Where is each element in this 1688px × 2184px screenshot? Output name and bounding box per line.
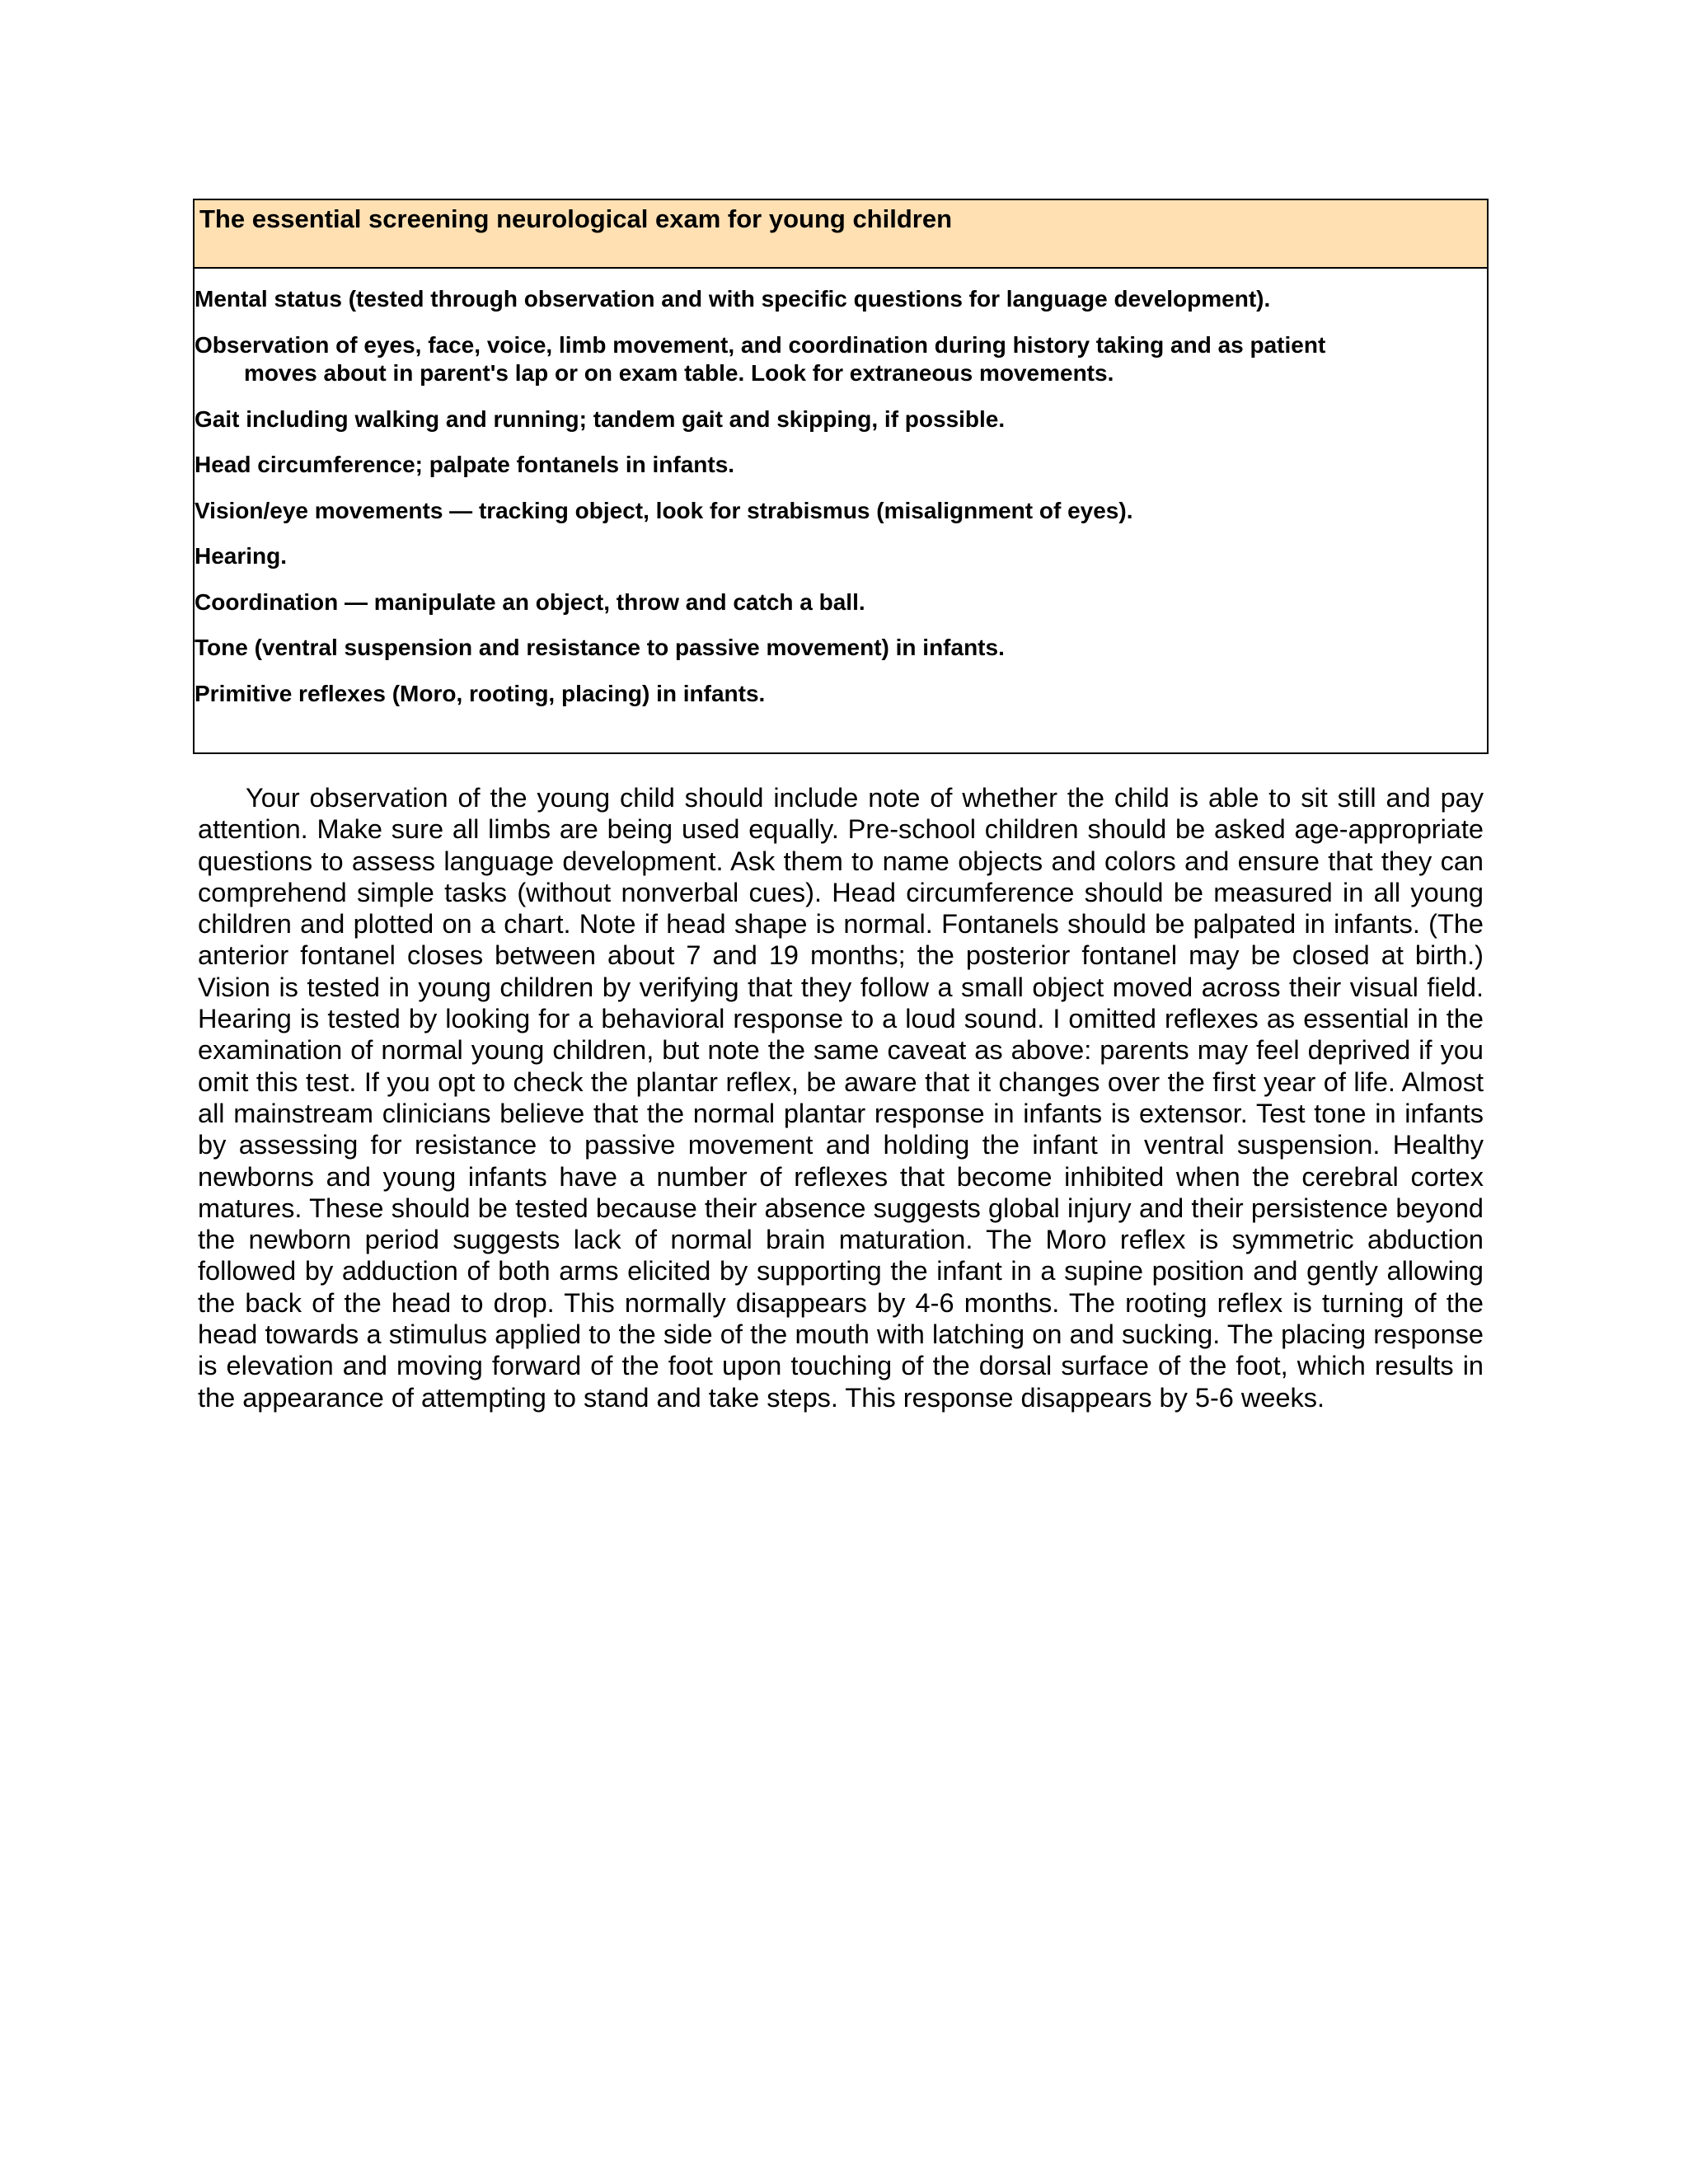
exam-summary-box <box>193 199 1489 754</box>
exam-item-list <box>195 269 1487 708</box>
exam-item: Observation of eyes, face, voice, limb movement, and coordination during history taking and as patient moves about in parent's lap or on exam table. Look for extraneous movements. <box>195 331 1326 386</box>
exam-item: Head circumference; palpate fontanels in infants. <box>195 452 735 477</box>
exam-item: Hearing. <box>195 543 288 569</box>
exam-box-title: The essential screening neurological exam for young children <box>195 200 1487 269</box>
exam-item: Mental status (tested through observation and with specific questions for language development). <box>195 286 1271 312</box>
exam-item: Vision/eye movements — tracking object, look for strabismus (misalignment of eyes). <box>195 497 1133 523</box>
exam-item: Gait including walking and running; tandem gait and skipping, if possible. <box>195 405 1006 432</box>
body-paragraph: Your observation of the young child should include note of whether the child is able to sit still and pay attention. Make sure all limbs are being used equally. Pre-school children should be asked age-appropriate questions to assess language development. Ask them to name objects and colors and ensure that they can comprehend simple tasks (without nonverbal cues). Head circumference should be measured in all young children and plotted on a chart. Note if head shape is normal. Fontanels should be palpated in infants. (The anterior fontanel closes between about 7 and 19 months; the posterior fontanel may be closed at birth.) Vision is tested in young children by verifying that they follow a small object moved across their visual field. Hearing is tested by looking for a behavioral response to a loud sound. I omitted reflexes as essential in the examination of normal young children, but note the same caveat as above: parents may feel deprived if you omit this test. If you opt to check the plantar reflex, be aware that it changes over the first year of life. Almost all mainstream clinicians believe that the normal plantar response in infants is extensor. Test tone in infants by assessing for resistance to passive movement and holding the infant in ventral suspension. Healthy newborns and young infants have a number of reflexes that become inhibited when the cerebral cortex matures. These should be tested because their absence suggests global injury and their persistence beyond the newborn period suggests lack of normal brain maturation. The Moro reflex is symmetric abduction followed by adduction of both arms elicited by supporting the infant in a supine position and gently allowing the back of the head to drop. This normally disappears by 4-6 months. The rooting reflex is turning of the head towards a stimulus applied to the side of the mouth with latching on and sucking. The placing response is elevation and moving forward of the foot upon touching of the dorsal surface of the foot, which results in the appearance of attempting to stand and take steps. This response disappears by 5-6 weeks. <box>198 783 1484 1413</box>
exam-item: Primitive reflexes (Moro, rooting, placing) in infants. <box>195 680 766 706</box>
exam-item: Tone (ventral suspension and resistance to passive movement) in infants. <box>195 635 1005 660</box>
exam-item: Coordination — manipulate an object, throw and catch a ball. <box>195 588 865 615</box>
